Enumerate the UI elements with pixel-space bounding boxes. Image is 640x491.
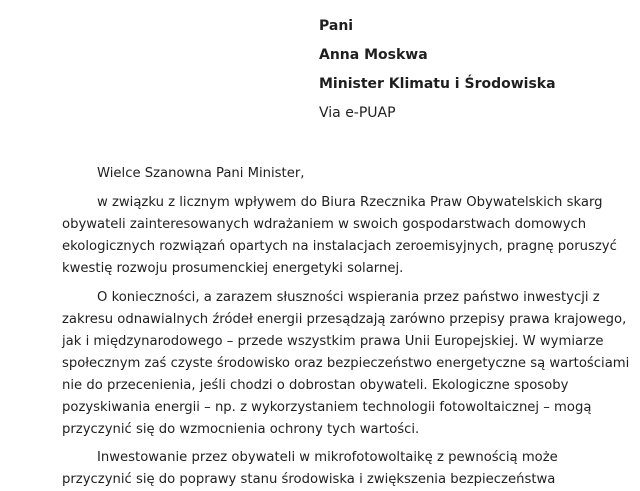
paragraph-3 <box>62 447 582 491</box>
paragraph-2 <box>62 287 630 441</box>
recipient-block <box>319 12 556 128</box>
paragraph-line: Inwestowanie przez obywateli w mikrofotowoltaikę z pewnością może <box>97 450 558 465</box>
paragraph-line: pozyskiwania energii – np. z wykorzystaniem technologii fotowoltaicznej – mogą <box>62 400 592 415</box>
paragraph-line: zakresu odnawialnych źródeł energii przesądzają zarówno przepisy prawa krajowego, <box>62 312 627 327</box>
delivery-method: Via e-PUAP <box>319 105 396 121</box>
paragraph-line: obywateli zainteresowanych wdrażaniem w swoich gospodarstwach domowych <box>62 217 587 232</box>
paragraph-line: kwestię rozwoju prosumenckiej energetyki solarnej. <box>62 261 404 276</box>
recipient-name: Anna Moskwa <box>319 47 428 63</box>
paragraph-line: społecznym zaś czyste środowisko oraz bezpieczeństwo energetyczne są wartościami <box>62 356 630 371</box>
paragraph-line: jak i międzynarodowego – przede wszystkim prawa Unii Europejskiej. W wymiarze <box>62 334 604 349</box>
letter-salutation: Wielce Szanowna Pani Minister, <box>97 166 305 181</box>
paragraph-1 <box>62 192 617 280</box>
paragraph-line: przyczynić się do poprawy stanu środowiska i zwiększenia bezpieczeństwa <box>62 472 556 487</box>
paragraph-line: nie do przecenienia, jeśli chodzi o dobrostan obywateli. Ekologiczne sposoby <box>62 378 569 393</box>
paragraph-line: w związku z licznym wpływem do Biura Rzecznika Praw Obywatelskich skarg <box>97 195 603 210</box>
recipient-title: Minister Klimatu i Środowiska <box>319 76 556 92</box>
recipient-salutation: Pani <box>319 18 354 34</box>
paragraph-line: ekologicznych rozwiązań opartych na instalacjach zeroemisyjnych, pragnę poruszyć <box>62 239 617 254</box>
paragraph-line: O konieczności, a zarazem słuszności wspierania przez państwo inwestycji z <box>97 290 600 305</box>
paragraph-line: przyczynić się do wzmocnienia ochrony tych wartości. <box>62 422 420 437</box>
